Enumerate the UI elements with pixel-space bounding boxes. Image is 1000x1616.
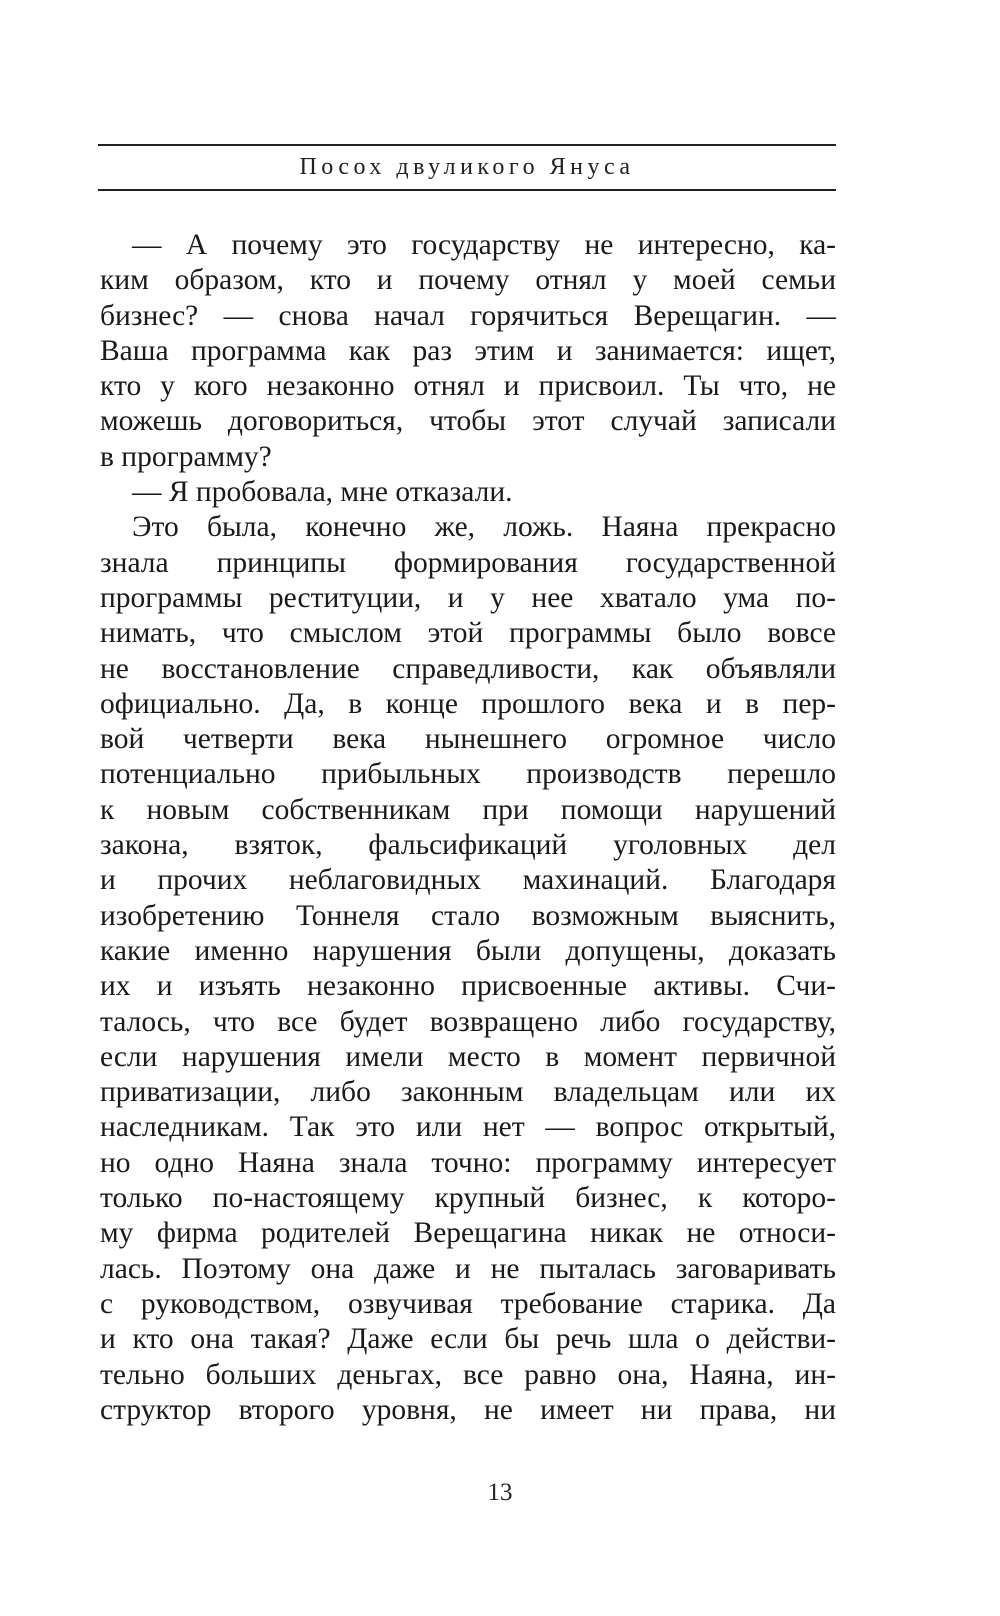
text-line: и кто она такая? Даже если бы речь шла о действи-	[100, 1323, 836, 1356]
text-line: тельно больших деньгах, все равно она, Наяна, ин-	[100, 1358, 836, 1391]
text-line: знала принципы формирования государственной	[100, 546, 836, 579]
text-line: и прочих неблаговидных махинаций. Благодаря	[100, 864, 836, 897]
text-line: Это была, конечно же, ложь. Наяна прекрасно	[132, 511, 836, 544]
text-line: к новым собственникам при помощи нарушений	[100, 793, 836, 826]
text-line: лась. Поэтому она даже и не пыталась заговаривать	[100, 1252, 836, 1285]
text-line: с руководством, озвучивая требование старика. Да	[100, 1287, 836, 1320]
text-line: закона, взяток, фальсификаций уголовных дел	[100, 829, 836, 862]
text-line: наследникам. Так это или нет — вопрос открытый,	[100, 1111, 836, 1144]
text-line: приватизации, либо законным владельцам или их	[100, 1076, 836, 1109]
text-line: кто у кого незаконно отнял и присвоил. Ты что, не	[100, 370, 836, 403]
text-line: их и изъять незаконно присвоенные активы. Счи-	[100, 970, 836, 1003]
text-line: талось, что все будет возвращено либо государству,	[100, 1005, 836, 1038]
text-line: какие именно нарушения были допущены, доказать	[100, 934, 836, 967]
text-line: только по-настоящему крупный бизнес, к которо-	[100, 1182, 836, 1215]
text-line: но одно Наяна знала точно: программу интересует	[100, 1146, 836, 1179]
running-head: Посох двуликого Януса	[299, 154, 635, 180]
text-line: — Я пробовала, мне отказали.	[132, 476, 513, 509]
body-text	[100, 228, 836, 1428]
text-line: — А почему это государству не интересно, ка-	[132, 229, 836, 261]
text-line: му фирма родителей Верещагина никак не относи-	[100, 1217, 836, 1250]
text-line: если нарушения имели место в момент первичной	[100, 1040, 836, 1073]
text-line: бизнес? — снова начал горячиться Верещагин. —	[100, 299, 836, 332]
header-bottom-rule	[98, 189, 836, 191]
text-line: можешь договориться, чтобы этот случай записали	[100, 405, 836, 438]
header-top-rule	[98, 144, 836, 146]
text-line: структор второго уровня, не имеет ни права, ни	[100, 1393, 836, 1426]
text-line: нимать, что смыслом этой программы было вовсе	[100, 617, 836, 650]
text-line: вой четверти века нынешнего огромное число	[100, 723, 836, 756]
text-line: официально. Да, в конце прошлого века и в пер-	[100, 687, 836, 720]
text-line: ким образом, кто и почему отнял у моей семьи	[100, 264, 836, 297]
text-line: потенциально прибыльных производств перешло	[100, 758, 836, 791]
text-line: в программу?	[100, 440, 272, 473]
text-line: программы реституции, и у нее хватало ума по-	[100, 581, 836, 614]
text-line: не восстановление справедливости, как объявляли	[100, 652, 836, 685]
text-line: изобретению Тоннеля стало возможным выяснить,	[100, 899, 836, 932]
page-number: 13	[487, 1479, 513, 1506]
text-line: Ваша программа как раз этим и занимается: ищет,	[100, 334, 836, 367]
